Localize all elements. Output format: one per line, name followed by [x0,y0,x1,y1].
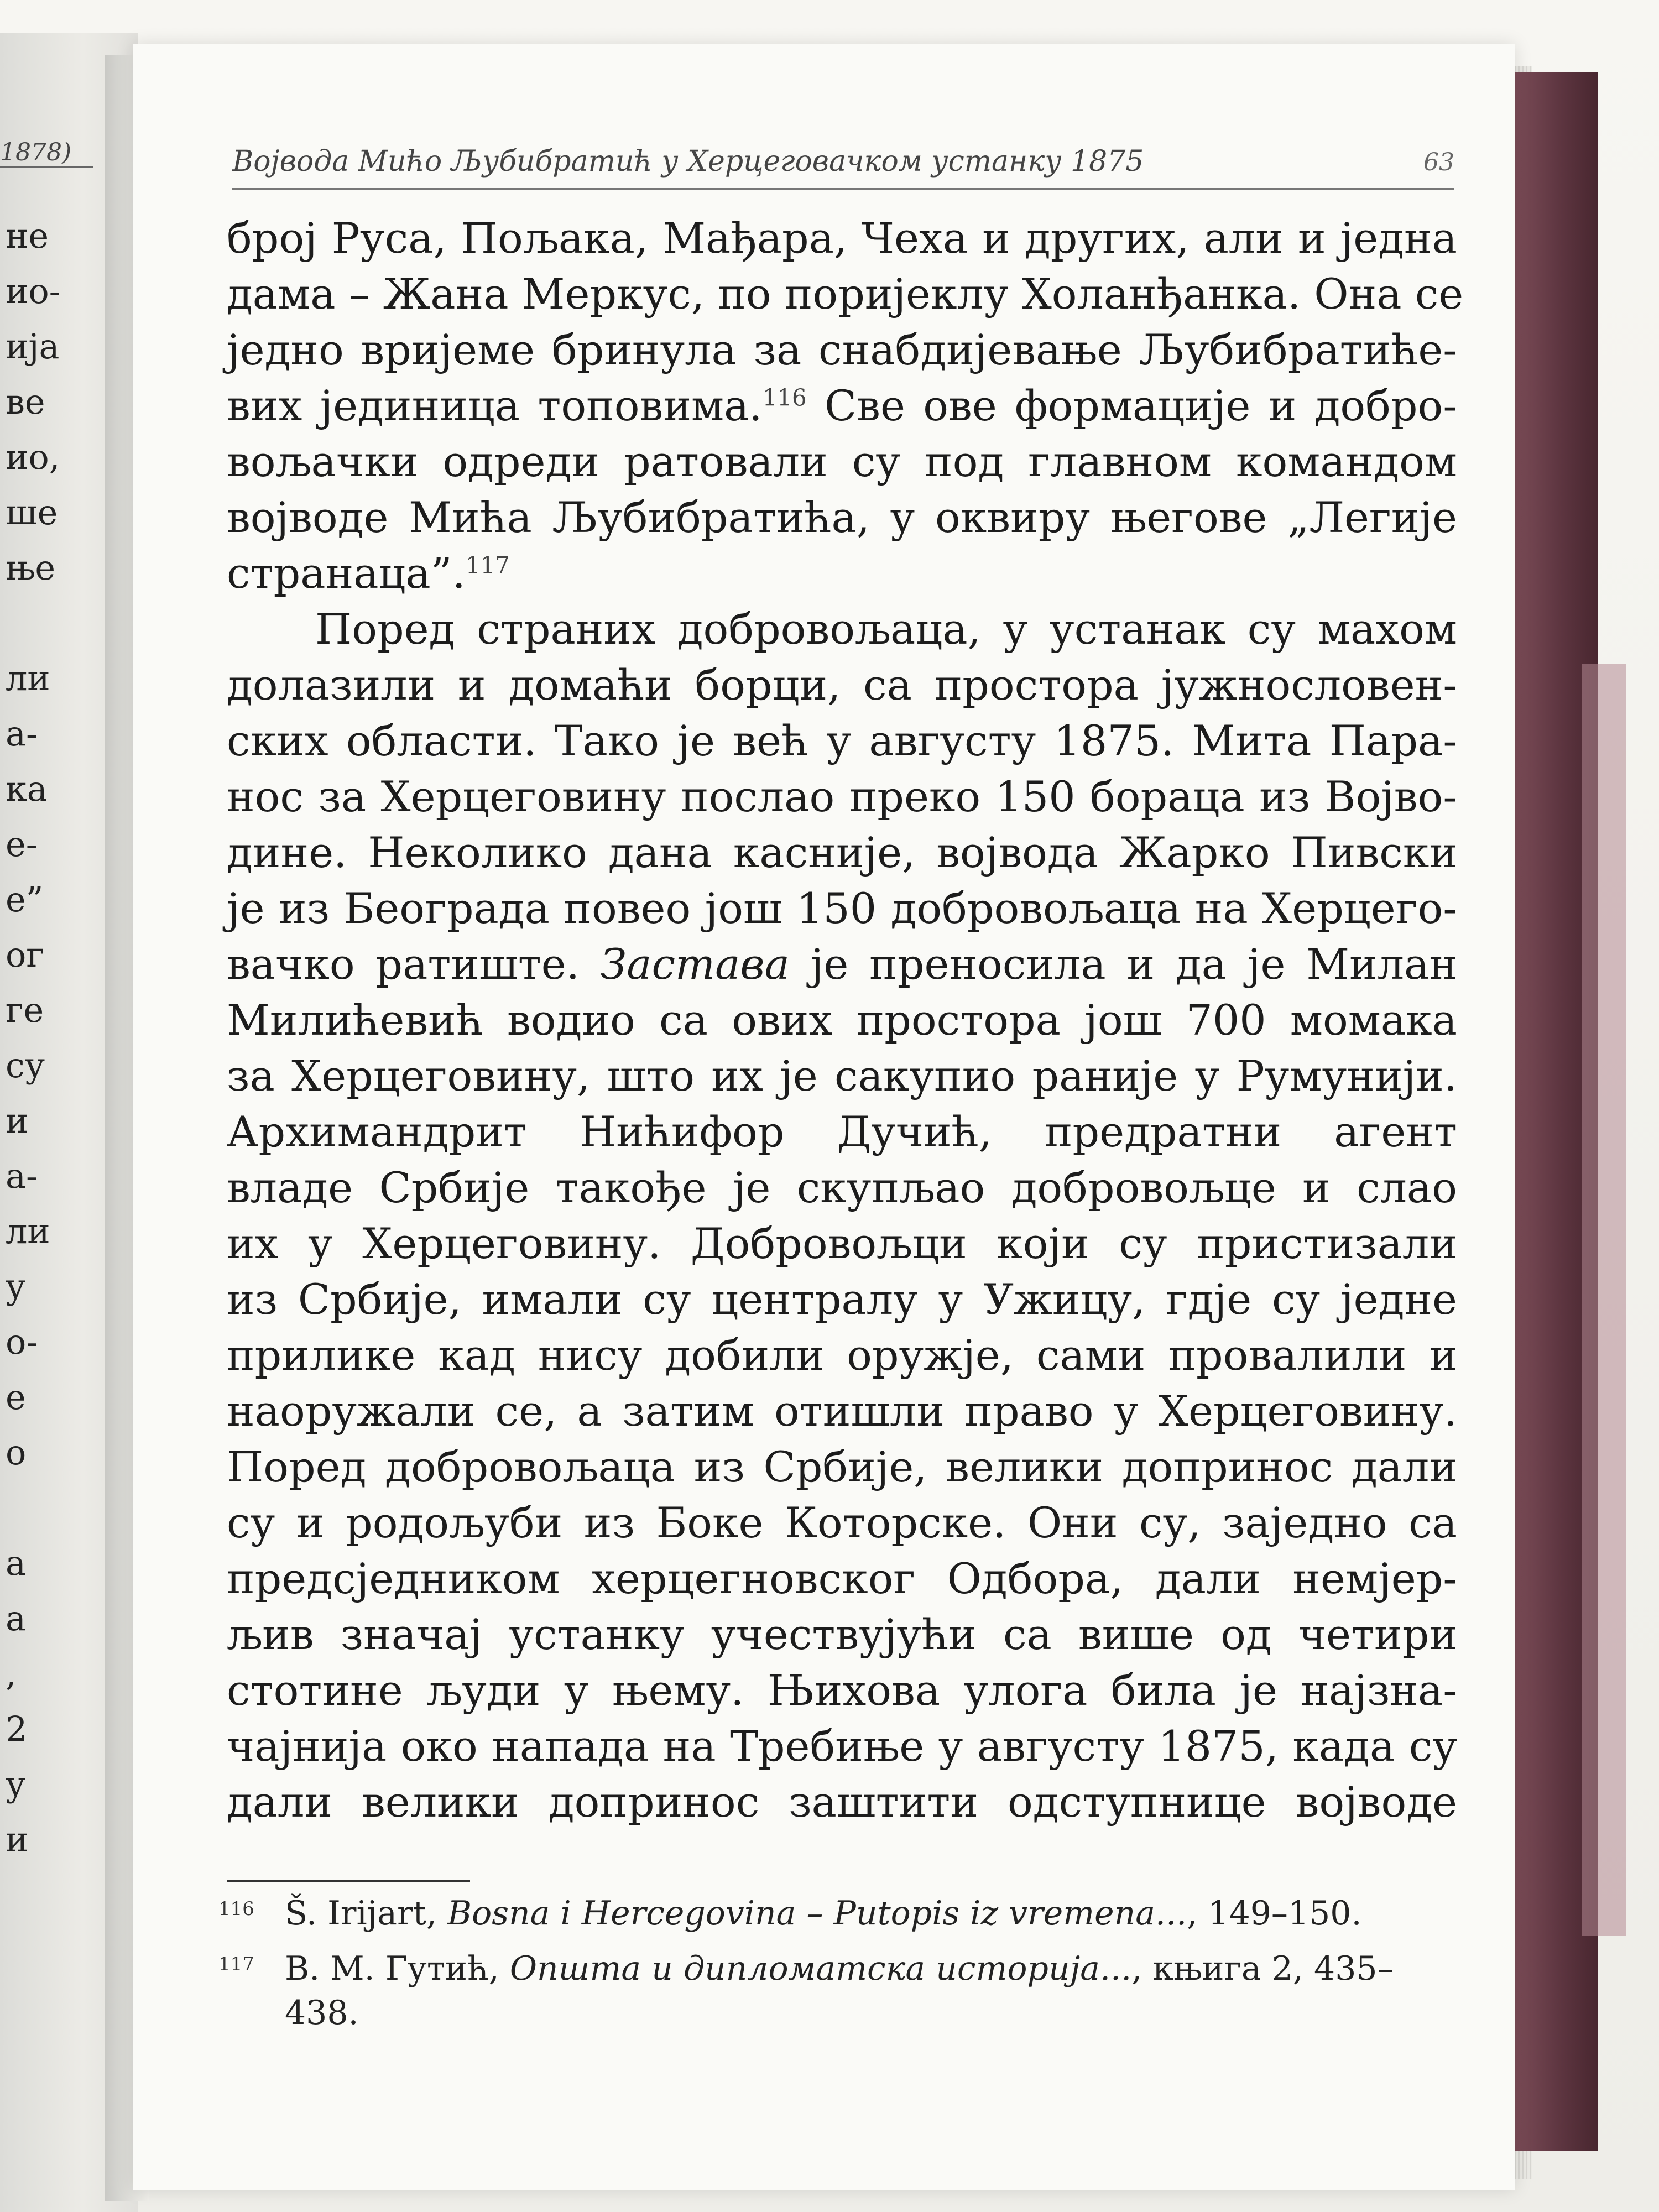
left-page-fragment: о [6,1432,27,1473]
left-page-fragment: о- [6,1322,38,1362]
left-page-fragment: ве [6,382,45,422]
left-page-fragment: не [6,216,49,256]
left-page-fragment: е- [6,824,38,864]
left-page-fragment: ше [6,492,58,533]
left-page-fragment: ње [6,547,56,588]
left-page-fragment: у [6,1266,26,1307]
text-segment: вих јединица топовима. [227,381,763,430]
footnote-116 [213,1891,1457,1936]
text-line: их у Херцеговину. Добровољци који су пристизали [227,1219,1457,1268]
left-page-fragment: 2 [6,1709,28,1749]
text-line: владе Србије такође је скупљао добровољце и слао [227,1163,1457,1212]
text-segment: странаца”. [227,549,466,598]
left-page-fragment: ог [6,935,44,975]
text-line [227,378,1457,434]
text-line: нос за Херцеговину послао преко 150 бораца из Војво- [227,772,1457,821]
italic-title: Застава [600,940,790,989]
footnote-title: Општа и дипломатска историја... [509,1949,1132,1988]
footnote-ref-117[interactable]: 117 [465,551,510,579]
left-page-fragment: и [6,1819,29,1860]
text-line: Милићевић водио са ових простора још 700 момака [227,995,1457,1045]
page-number: 63 [1423,148,1454,176]
footnote-pages: , 149–150. [1187,1894,1362,1933]
footnote-117 [213,1947,1457,2035]
text-line: из Србије, имали су централу у Ужицу, гдје су једне [227,1275,1457,1324]
left-page-fragment: а- [6,713,38,754]
text-line: стотине људи у њему. Њихова улога била је најзна- [227,1666,1457,1715]
text-line: дама – Жана Меркус, по поријеклу Холанђанка. Она се [227,269,1464,319]
text-line [227,545,1457,601]
text-line: војводе Мића Љубибратића, у оквиру његове „Легије [227,493,1457,542]
running-title: Војвода Мићо Љубибратић у Херцеговачком устанку 1875 [232,145,1144,178]
text-segment: је преносила и да је Милан [810,940,1457,989]
text-line: Поред страних добровољаца, у устанак су махом [315,604,1457,654]
text-line: чајнија око напада на Требиње у августу 1875, када су [227,1721,1457,1771]
body-text [227,210,1464,1830]
footnote-title: Bosna i Hercegovina – Putopis iz vremena... [447,1894,1187,1933]
left-page-fragment: ио- [6,271,61,311]
footnote-pages: , књига 2, 435–438. [285,1949,1394,2032]
right-page [133,44,1515,2190]
text-line: је из Београда повео још 150 добровољаца на Херцего- [227,884,1457,933]
text-line: су и родољуби из Боке Которске. Они су, заједно са [227,1498,1457,1547]
left-page-fragment: ге [6,990,44,1030]
text-line: наоружали се, а затим отишли право у Херцеговину. [227,1386,1457,1436]
footnote-author: Š. Irijart, [285,1894,437,1933]
text-line: љив значај устанку учествујући са више од четири [227,1610,1457,1659]
text-line: прилике кад нису добили оружје, сами провалили и [227,1331,1457,1380]
footnote-divider [227,1880,470,1882]
left-page-fragment: а- [6,1156,38,1196]
left-page-fragment: ија [6,326,60,367]
text-line: за Херцеговину, што их је сакупио раније у Румунији. [227,1051,1457,1100]
text-line: број Руса, Пољака, Мађара, Чеха и других, али и једна [227,213,1457,263]
text-line: вољачки одреди ратовали су под главном командом [227,437,1457,486]
text-line: предсједником херцегновског Одбора, дали немјер- [227,1554,1457,1603]
footnote-author: В. М. Гутић, [285,1949,499,1988]
text-line: долазили и домаћи борци, са простора јужнословен- [227,660,1457,709]
footnote-number: 116 [218,1898,254,1920]
left-page-fragment: у [6,1764,26,1804]
left-page-fragment: и [6,1100,29,1141]
text-line: једно вријеме бринула за снабдијевање Љубибратиће- [227,325,1457,374]
footnote-ref-116[interactable]: 116 [762,384,807,411]
left-page-fragment: е” [6,879,44,920]
text-segment: вачко ратиште. [227,940,580,989]
text-line: Поред добровољаца из Србије, велики допринос дали [227,1442,1457,1491]
left-page-fragment: ка [6,769,48,809]
left-page-fragment: а [6,1598,26,1639]
left-page-header: 1878) [0,138,93,168]
text-segment: Све ове формације и добро- [825,381,1457,430]
text-line: дине. Неколико дана касније, војвода Жарко Пивски [227,828,1457,877]
left-page-fragment: су [6,1045,45,1086]
text-line [227,936,1457,992]
cover-highlight [1582,664,1626,1936]
left-page-fragment: ли [6,658,50,698]
left-page-fragment: е [6,1377,26,1417]
left-page-fragment: , [6,1653,17,1694]
text-line: Архимандрит Нићифор Дучић, предратни агент [227,1107,1457,1156]
left-page-fragment: ио, [6,437,60,477]
footnotes [213,1891,1457,2046]
text-line: дали велики допринос заштити одступнице војводе [227,1777,1457,1827]
running-head [232,138,1454,190]
left-page-fragment: ли [6,1211,50,1251]
footnote-number: 117 [218,1953,254,1975]
left-page-fragment: а [6,1543,26,1583]
text-line: ских области. Тако је већ у августу 1875. Мита Пара- [227,716,1457,765]
